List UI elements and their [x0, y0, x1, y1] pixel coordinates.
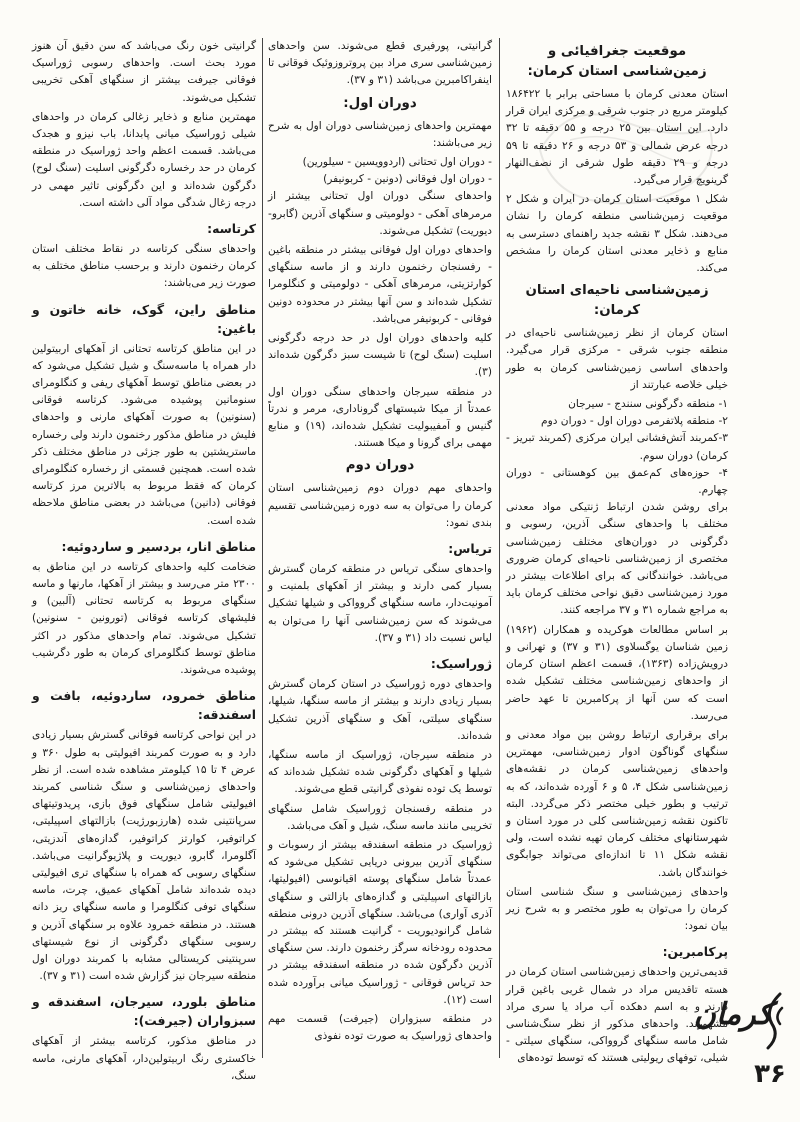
zone-list	[506, 396, 728, 499]
paragraph: ژوراسیک در منطقه اسفندقه بیشتر از رسوبات و سنگهای آذرین بیرونی دریایی تشکیل می‌شود که عمدتاً شامل سنگهای پوسته اقیانوسی (افیولیتها، بازالتهای اسپیلیتی و گدازه‌های بازالتی و سنگهای آذری آواری) می‌باشد. سنگهای آذرین درونی منطقه شامل گرانودیوریت - گرانیت هستند که بیشتر در محدوده رودخانه سرگز رخنمون دارند. سن سنگهای آذرین دگرگون شده در منطقه اسفندقه بیشتر در حد تریاس فوقانی - ژوراسیک میانی برآورده شده است (۱۲).	[268, 838, 492, 1006]
paragraph: واحدهای سنگی دوران اول تحتانی بیشتر از مرمرهای آهکی - دولومیتی و سنگهای آذرین (گابرو-دیوریت) تشکیل می‌شوند.	[268, 190, 492, 237]
paragraph: مهمترین واحدهای زمین‌شناسی دوران اول به شرح زیر می‌باشند:	[268, 119, 492, 149]
sub-heading: تریاس:	[448, 541, 492, 557]
middle-column	[268, 38, 492, 1058]
section-heading: دوران اول:	[343, 95, 417, 111]
paragraph: واحدهای سنگی کرتاسه در نقاط مختلف استان کرمان رخنمون دارند و برحسب مناطق مختلف به صورت زیر می‌باشند:	[32, 243, 256, 290]
section-heading: زمین‌شناسی ناحیه‌ای استان کرمان:	[525, 283, 709, 319]
period-list	[268, 154, 492, 188]
paragraph: واحدهای مهم دوران دوم زمین‌شناسی استان کرمان را می‌توان به سه دوره زمین‌شناسی تقسیم بندی نمود:	[268, 482, 492, 529]
left-column	[32, 38, 257, 1082]
paragraph: واحدهای دوره ژوراسیک در استان کرمان گسترش بسیار زیادی دارند و بیشتر از ماسه سنگها، شیلها، سنگهای سیلتی، آهک و سنگهای آذرین تشکیل شده‌اند.	[268, 678, 492, 742]
sub-heading: مناطق بلورد، سیرجان، اسفندقه و سبزواران (جیرفت):	[32, 994, 256, 1029]
paragraph: قدیمی‌ترین واحدهای زمین‌شناسی استان کرمان در هسته تاقدیس مراد در شمال غربی باغین قرار دارند و به اسم دهکده آب مراد یا سری مراد مشهورند. واحدهای مذکور از نظر سنگ‌شناسی شامل ماسه سنگهای گروواکی، سنگهای سیلتی - شیلی، توفهای ریولیتی هستند که توسط توده‌های	[506, 966, 728, 1065]
paragraph: ضخامت کلیه واحدهای کرتاسه در این مناطق به ۲۳۰۰ متر می‌رسد و بیشتر از آهکها، مارنها و ماسه سنگهای مربوط به کرتاسه تحتانی (آلبین) و فلیشهای کرتاسه فوقانی (تورونین - سنونین) تشکیل می‌شوند. تمام واحدهای مذکور در اکثر مناطق توسط کنگلومرای کرمان به طور دگرشیب پوشیده می‌شوند.	[32, 560, 256, 677]
paragraph: مهمترین منابع و ذخایر زغالی کرمان در واحدهای شیلی ژوراسیک میانی پابدانا، باب نیزو و هجدک می‌باشد. قسمت اعظم واحد ژوراسیک در منطقه کرمان در حد رخساره دگرگونی اسلیت (سنگ لوح) دگرگون شده‌اند و این دگرگونی تاثیر مهمی در درجه زغال شدگی مواد آلی داشته است.	[32, 110, 256, 209]
paragraph: بر اساس مطالعات هوکریده و همکاران (۱۹۶۲) زمین شناسان یوگسلاوی (۳۱ و ۳۷) و تهرانی و درویش‌زاده (۱۳۶۳)، قسمت اعظم استان کرمان از واحدهای زمین‌شناسی مختلف تشکیل شده است که سن آنها از پرکامبرین تا عهد حاضر می‌رسد.	[506, 623, 729, 722]
column-divider	[262, 38, 263, 1058]
section-title: موقعیت جغرافیائی و زمین‌شناسی استان کرمان:	[527, 44, 707, 79]
list-item: - دوران اول فوقانی (دونین - کربونیفر)	[323, 173, 492, 186]
page-number: ۳۶	[754, 1059, 786, 1089]
paragraph: برای روشن شدن ارتباط ژنتیکی مواد معدنی مختلف با واحدهای سنگی آذرین، رسوبی و دگرگونی در دوران‌های مختلف زمین‌شناسی مختصری از زمین‌شناسی ناحیه‌ای کرمان ضروری می‌باشد. خوانندگانی که برای اطلاعات بیشتر در مورد زمین‌شناسی دقیق نواحی مختلف کرمان باید به مراجع شماره ۳۱ و ۳۷ مراجعه کنند.	[506, 501, 728, 617]
right-column	[506, 38, 729, 1065]
paragraph: در منطقه سبزواران (جیرفت) قسمت مهم واحدهای ژوراسیک به صورت توده نفوذی	[268, 1012, 492, 1043]
paragraph: در این نواحی کرتاسه فوقانی گسترش بسیار زیادی دارد و به صورت کمربند افیولیتی به طول ۳۶۰ و عرض ۴ تا ۱۵ کیلومتر مشاهده شده است. از نظر واحدهای زمین‌شناسی و سنگ شناسی کمربند افیولیتی شامل سنگهای فوق بازی، پریدوتیتهای سرپانتینی شده (هارزبورژیت) بازالتهای اسپیلیتی، کراتوفیر، کوارتز کراتوفیر، گدازه‌های آندزیتی، آگلومرا، گابرو، دیوریت و پلاژیوگرانیت می‌باشد. سنگهای رسوبی که همراه با سنگهای تری افیولیتی دیده شده‌اند شامل آهکهای عمیق، چرت، ماسه سنگهای توفی کنگلومرا و ماسه سنگهای ریز دانه هستند. در منطقه خمرود علاوه بر سنگهای آذرین و رسوبی سنگهای دگرگونی از نوع شیستهای سرپنتینی کریستالی مشابه با کمربند دوران اول منطقه سیرجان نیز گزارش شده است (۳۱ و ۳۷).	[32, 729, 257, 983]
paragraph: گرانیتی خون رنگ می‌باشد که سن دقیق آن هنوز مورد بحث است. واحدهای رسوبی ژوراسیک فوقانی جیرفت بیشتر از سنگهای آهکی تخریبی تشکیل می‌شوند.	[32, 40, 256, 104]
section-heading: دوران دوم	[345, 458, 415, 474]
paragraph: گرانیتی، پورفیری قطع می‌شوند. سن واحدهای زمین‌شناسی سری مراد بین پروتروزوئیک فوقانی تا اینفراکامبرین می‌باشد (۳۱ و ۳۷).	[268, 40, 492, 87]
paragraph: در مناطق مذکور، کرتاسه بیشتر از آهکهای خاکستری رنگ اربیتولین‌دار، آهکهای مارنی، ماسه سنگ،	[32, 1035, 256, 1082]
sub-heading: ژوراسیک:	[430, 656, 492, 672]
paragraph: در منطقه سیرجان واحدهای سنگی دوران اول عمدتاً از میکا شیستهای گروناداری، مرمر و ندرتاً گنیس و آمفیبولیت تشکیل شده‌اند، (۱۹) و منابع مهمی برای گرونا و میکا هستند.	[268, 385, 493, 450]
list-item: - دوران اول تحتانی (اردوویسین - سیلورین)	[302, 156, 492, 169]
list-item: ۴- حوزه‌های کم‌عمق بین کوهستانی - دوران چهارم.	[506, 466, 728, 497]
paragraph: واحدهای دوران اول فوقانی بیشتر در منطقه باغین - رفسنجان رخنمون دارند و از ماسه سنگهای کوارتزیتی، مرمرهای آهکی - دولومیتی و کنگلومرا تشکیل شده‌اند و سن آنها بیشتر در محدوده دونین فوقانی - کربونیفر می‌باشد.	[268, 244, 492, 325]
paragraph: واحدهای سنگی تریاس در منطقه کرمان گسترش بسیار کمی دارند و بیشتر از آهکهای بلمنیت و آمونیت‌دار، ماسه سنگهای گروواکی و شیلها تشکیل می‌شوند که سن زمین‌شناسی آنها را می‌توان به لیاس نسبت داد (۳۱ و ۳۷).	[268, 563, 492, 644]
column-divider	[499, 38, 500, 1058]
paragraph: شکل ۱ موقعیت استان کرمان در ایران و شکل ۲ موقعیت زمین‌شناسی منطقه کرمان را نشان می‌دهند. شکل ۳ نقشه جدید راهنمای دسترسی به منابع و ذخایر معدنی استان کرمان را مشخص می‌کند.	[506, 193, 728, 275]
paragraph: کلیه واحدهای دوران اول در حد درجه دگرگونی اسلیت (سنگ لوح) تا شیست سبز دگرگون شده‌اند (۳).	[268, 332, 492, 379]
paragraph: در این مناطق کرتاسه تحتانی از آهکهای اربیتولین دار همراه با ماسه‌سنگ و شیل تشکیل می‌شود که در بعضی مناطق توسط آهکهای ریفی و کنگلومرای سنومانین پوشیده می‌شود. کرتاسه فوقانی (سنونین) به صورت آهکهای مارنی و واحدهای فلیش در مناطق مذکور رخنمون دارند ولی رخساره ماستریشتین به طور جزئی در مناطق مختلف ذکر شده است. همچنین قسمتی از رخساره کنگلومرای کرمان که فقط مربوط به بالاترین مرز کرتاسه فوقانی (دانین) می‌باشد در بعضی مناطق ملاحظه شده است.	[32, 342, 256, 527]
sub-heading: مناطق راین، گوک، خانه خاتون و باغین:	[32, 301, 256, 336]
paragraph: برای برقراری ارتباط روشن بین مواد معدنی و سنگهای گوناگون ادوار زمین‌شناسی، مهمترین واحدهای زمین‌شناسی کرمان در نقشه‌های زمین‌شناسی شکل ۴، ۵ و ۶ آورده شده‌اند، که به ترتیب و بطور خیلی مختصر ذکر می‌گردد. البته تاکنون نقشه زمین‌شناسی کلی در مورد استان و شهرستانهای مختلف کرمان تهیه نشده است، ولی نقشه شکل ۱۱ تا اندازه‌ای می‌تواند جوابگوی خوانندگان باشد.	[506, 728, 728, 879]
sub-heading: کرتاسه:	[207, 221, 256, 237]
paragraph: واحدهای زمین‌شناسی و سنگ شناسی استان کرمان را می‌توان به طور مختصر و به شرح زیر بیان نمود:	[506, 885, 728, 933]
sub-heading: مناطق انار، بردسیر و ساردوئیه:	[61, 538, 256, 554]
paragraph: استان کرمان از نظر زمین‌شناسی ناحیه‌ای در منطقه جنوب شرقی - مرکزی قرار می‌گیرد. واحدهای اساسی زمین‌شناسی کرمان به طور خیلی خلاصه عبارتند از	[506, 327, 728, 391]
list-item: ۲- منطقه پلاتفرمی دوران اول - دوران دوم	[541, 415, 728, 428]
paragraph: استان معدنی کرمان با مساحتی برابر با ۱۸۶۴۲۲ کیلومتر مربع در جنوب شرقی و مرکزی ایران قرار دارد. این استان بین ۲۵ درجه و ۵۵ دقیقه تا ۳۲ درجه عرض شمالی و ۵۳ درجه و ۲۶ دقیقه تا ۵۹ درجه و ۲۹ دقیقه طول شرقی از نصف‌النهار گرینویچ قرار می‌گیرد.	[506, 88, 729, 187]
section-heading: پرکامبرین:	[662, 944, 728, 960]
paragraph: در منطقه سیرجان، ژوراسیک از ماسه سنگها، شیلها و آهکهای دگرگونی شده تشکیل شده‌اند که توسط یک توده نفوذی گرانیتی قطع می‌شوند.	[268, 748, 492, 796]
logo-text: کرمان	[693, 997, 772, 1032]
list-item: ۳-کمربند آتش‌فشانی ایران مرکزی (کمربند تبریز - کرمان) دوران سوم.	[506, 432, 728, 462]
sub-heading: مناطق خمرود، ساردوئیه، بافت و اسفندقه:	[32, 688, 256, 723]
paragraph: در منطقه رفسنجان ژوراسیک شامل سنگهای تخریبی مانند ماسه سنگ، شیل و آهک می‌باشد.	[268, 802, 492, 832]
list-item: ۱- منطقه دگرگونی سنندج - سیرجان	[568, 398, 728, 411]
